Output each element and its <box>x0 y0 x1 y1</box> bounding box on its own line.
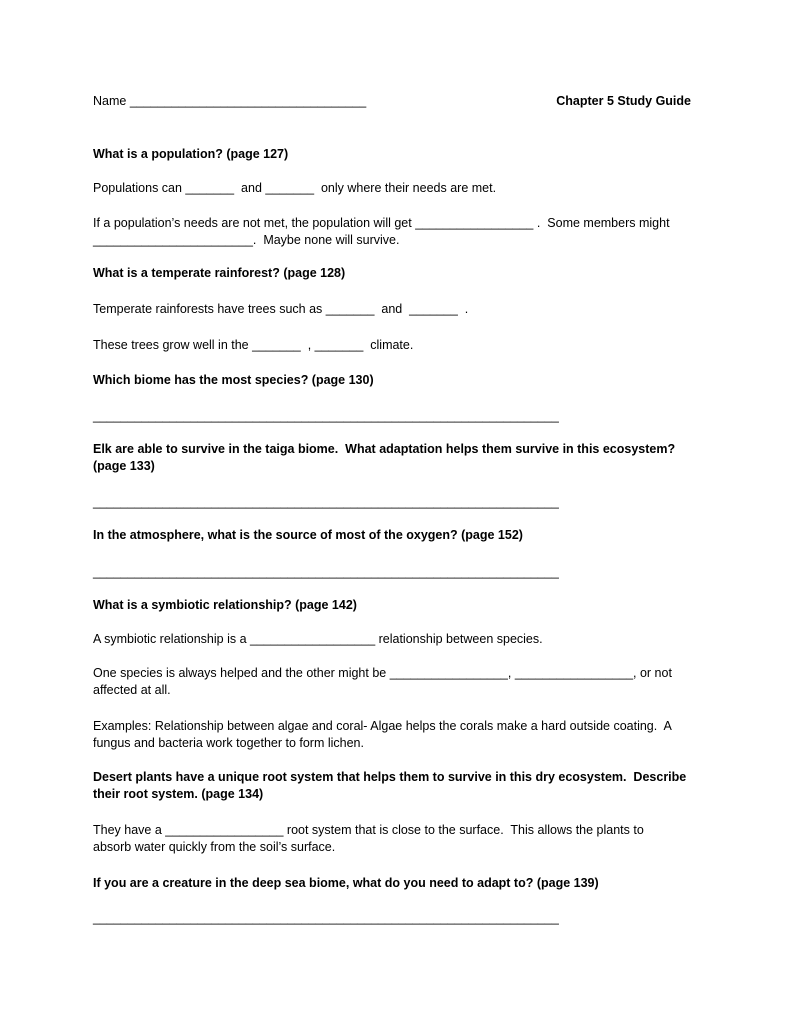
question-desert-page: their root system. (page 134) <box>93 787 264 801</box>
name-field: Name __________________________________ <box>93 94 367 108</box>
question-elk-page: (page 133) <box>93 459 155 473</box>
text-line: fungus and bacteria work together to form lichen. <box>93 736 364 750</box>
answer-line: ___________________________________________________________________ <box>93 911 559 925</box>
text-line: _______________________. Maybe none will survive. <box>93 233 400 247</box>
question-desert: Desert plants have a unique root system that helps them to survive in this dry ecosystem. Describe <box>93 770 687 784</box>
question-elk: Elk are able to survive in the taiga biome. What adaptation helps them survive in this ecosystem? <box>93 442 676 456</box>
question-population: What is a population? (page 127) <box>93 147 289 161</box>
document-title: Chapter 5 Study Guide <box>556 94 691 108</box>
text-line: Examples: Relationship between algae and coral- Algae helps the corals make a hard outside coating. A <box>93 719 672 733</box>
text-line: A symbiotic relationship is a __________________ relationship between species. <box>93 632 543 646</box>
question-deep-sea: If you are a creature in the deep sea biome, what do you need to adapt to? (page 139) <box>93 876 599 890</box>
question-rainforest: What is a temperate rainforest? (page 128) <box>93 266 346 280</box>
text-line: One species is always helped and the other might be _________________, _________________, or not <box>93 666 672 680</box>
text-line: They have a _________________ root system that is close to the surface. This allows the plants to <box>93 823 644 837</box>
answer-line: ___________________________________________________________________ <box>93 565 559 579</box>
text-line: These trees grow well in the _______ , _______ climate. <box>93 338 414 352</box>
text-line: Temperate rainforests have trees such as _______ and _______ . <box>93 302 469 316</box>
text-line: affected at all. <box>93 683 171 697</box>
question-oxygen: In the atmosphere, what is the source of most of the oxygen? (page 152) <box>93 528 523 542</box>
answer-line: ___________________________________________________________________ <box>93 409 559 423</box>
question-biome-species: Which biome has the most species? (page 130) <box>93 373 374 387</box>
text-line: If a population’s needs are not met, the population will get _________________ . Some members might <box>93 216 670 230</box>
answer-line: ___________________________________________________________________ <box>93 495 559 509</box>
question-symbiotic: What is a symbiotic relationship? (page 142) <box>93 598 357 612</box>
text-line: Populations can _______ and _______ only where their needs are met. <box>93 181 497 195</box>
text-line: absorb water quickly from the soil’s surface. <box>93 840 336 854</box>
